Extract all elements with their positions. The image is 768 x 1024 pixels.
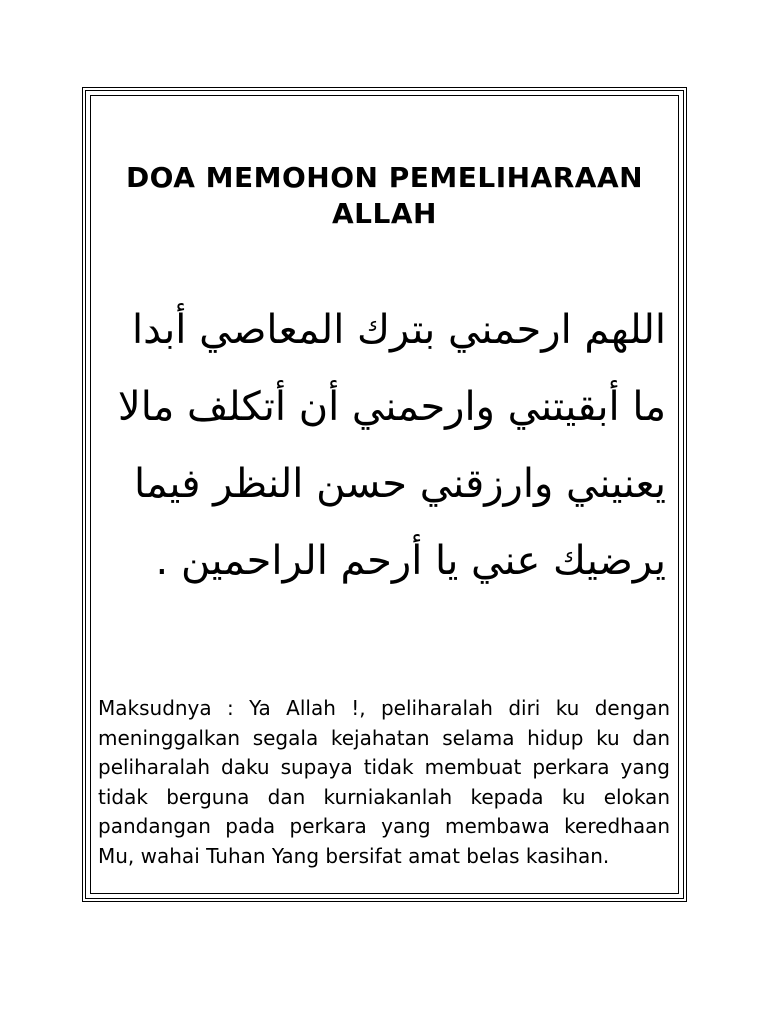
arabic-prayer-text: اللهم ارحمني بترك المعاصي أبدا ما أبقيتني وارحمني أن أتكلف مالا يعنيني وارزقني حسن النظر فيما يرضيك عني يا أرحم الراحمين . — [117, 307, 666, 584]
document-inner-border — [90, 95, 679, 894]
meaning-paragraph: Maksudnya : Ya Allah !, peliharalah diri ku dengan meninggalkan segala kejahatan selama hidup ku dan peliharalah daku supaya tidak membuat perkara yang tidak berguna dan kurniakanlah kepada ku elokan pandangan pada perkara yang membawa keredhaan Mu, wahai Tuhan Yang bersifat amat belas kasihan. — [98, 696, 670, 868]
document-border — [82, 87, 687, 902]
page-title: DOA MEMOHON PEMELIHARAAN ALLAH — [125, 161, 644, 230]
